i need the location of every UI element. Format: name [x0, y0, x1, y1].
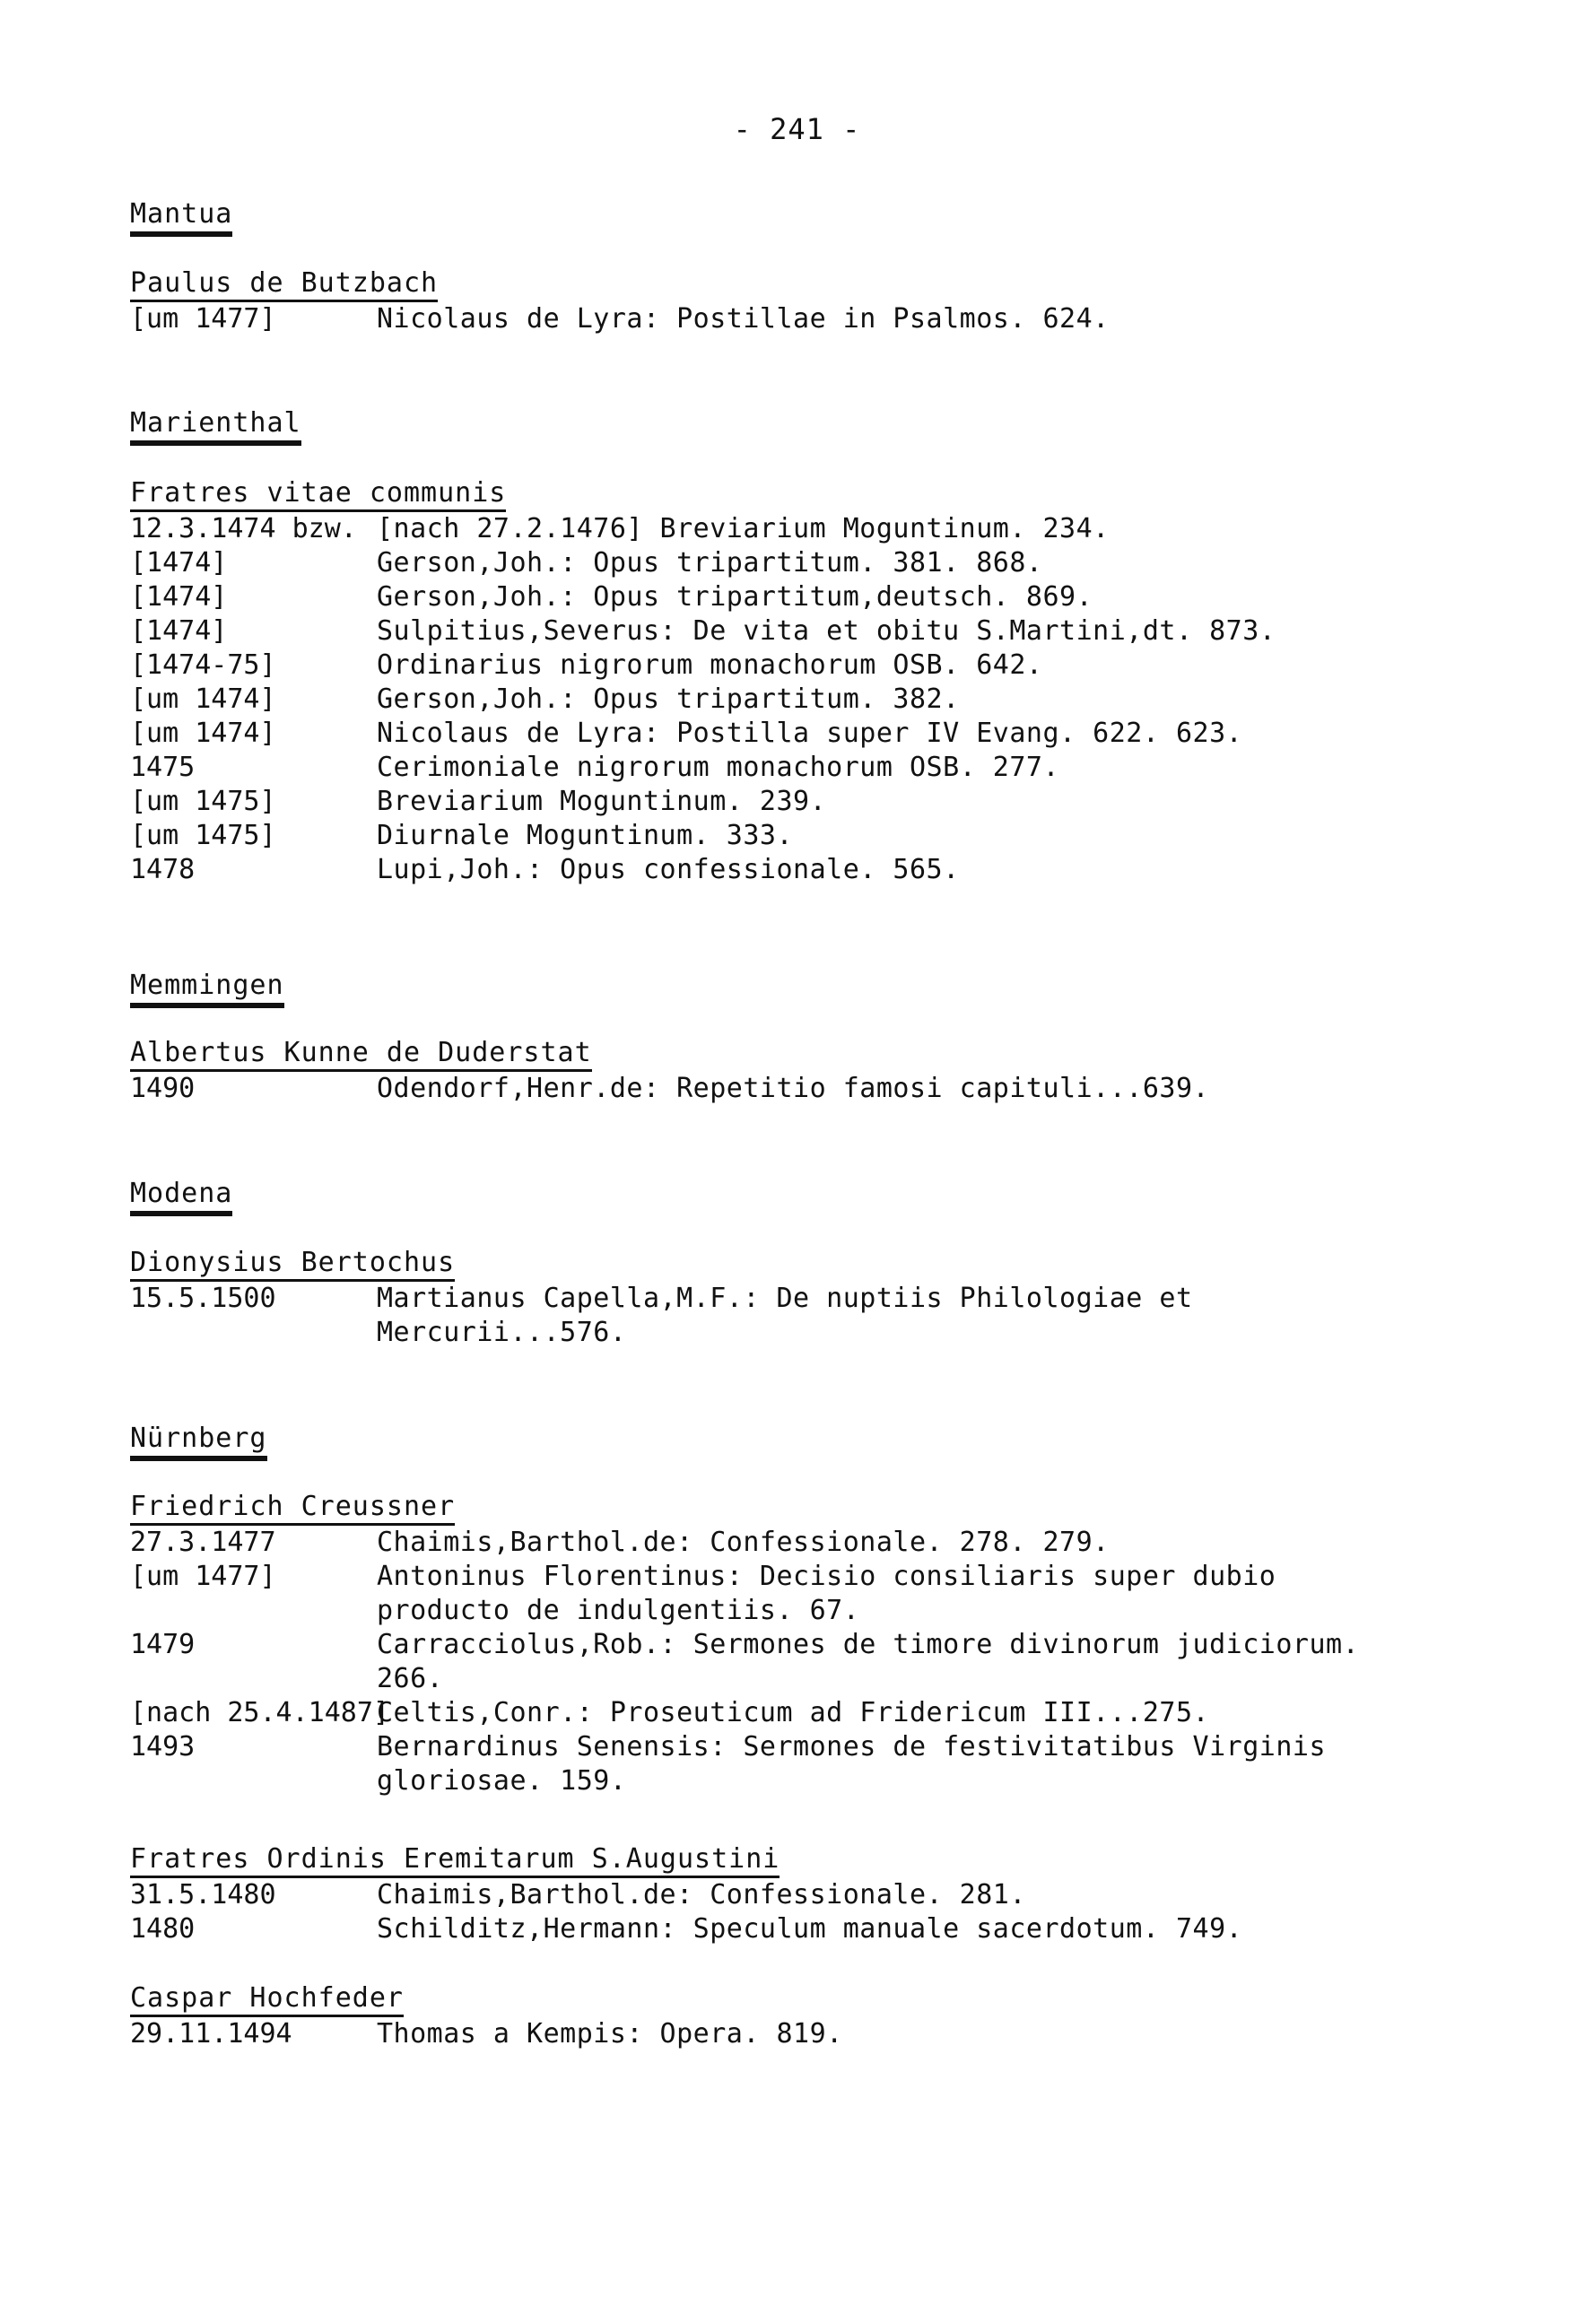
entry-date: [um 1474] [130, 718, 276, 749]
page-number: - 241 - [733, 112, 861, 146]
printer-block [130, 1982, 843, 2051]
entry [130, 546, 1276, 580]
printer-name: Fratres vitae communis [130, 477, 506, 512]
printer-name: Paulus de Butzbach [130, 267, 438, 302]
city-heading: Modena [130, 1177, 232, 1216]
entry-title: Ordinarius nigrorum monachorum OSB. 642. [377, 649, 1043, 681]
entry-date: 1475 [130, 752, 196, 783]
entry [130, 1696, 1408, 1730]
entry [130, 717, 1276, 751]
entry-date: 15.5.1500 [130, 1283, 276, 1314]
printer-name: Friedrich Creussner [130, 1491, 455, 1526]
entry [130, 648, 1276, 683]
entry-date: [1474-75] [130, 649, 276, 681]
entry-title: Breviarium Moguntinum. 239. [377, 786, 827, 817]
entry-date: [um 1477] [130, 1561, 276, 1592]
entry-date: 27.3.1477 [130, 1527, 276, 1558]
entry-title: Nicolaus de Lyra: Postilla super IV Evang. 622. 623. [377, 718, 1243, 749]
entry [130, 2017, 843, 2051]
printer-block [130, 1843, 1242, 1946]
city-heading: Mantua [130, 197, 232, 237]
printer-name: Dionysius Bertochus [130, 1247, 455, 1282]
entry [130, 1282, 1431, 1350]
entry-title: Cerimoniale nigrorum monachorum OSB. 277. [377, 752, 1060, 783]
entry-title: Chaimis,Barthol.de: Confessionale. 281. [377, 1879, 1026, 1911]
entry-date: 1478 [130, 854, 196, 885]
entry-date: 1480 [130, 1913, 196, 1945]
section-mantua [130, 197, 232, 237]
printer-name: Fratres Ordinis Eremitarum S.Augustini [130, 1843, 780, 1878]
entry-title: [nach 27.2.1476] Breviarium Moguntinum. 234. [377, 513, 1110, 544]
entry-title: Celtis,Conr.: Proseuticum ad Fridericum III...275. [377, 1697, 1210, 1728]
entry-title: Martianus Capella,M.F.: De nuptiis Philologiae et Mercurii...576. [377, 1283, 1193, 1348]
entry-title: Bernardinus Senensis: Sermones de festivitatibus Virginis gloriosae. 159. [377, 1731, 1327, 1797]
entry-title: Sulpitius,Severus: De vita et obitu S.Martini,dt. 873. [377, 615, 1276, 647]
entry [130, 819, 1276, 853]
entry-date: 12.3.1474 bzw. [130, 513, 357, 544]
entry [130, 512, 1276, 546]
entry [130, 751, 1276, 785]
entry-date: [um 1475] [130, 820, 276, 851]
entry [130, 1526, 1408, 1560]
entry-date: [1474] [130, 581, 228, 613]
entry [130, 580, 1276, 614]
entry [130, 683, 1276, 717]
city-heading: Memmingen [130, 969, 284, 1008]
entry-date: 29.11.1494 [130, 2018, 292, 2050]
entry [130, 1628, 1408, 1696]
entry-date: [nach 25.4.1487] [130, 1697, 389, 1728]
entry-title: Schilditz,Hermann: Speculum manuale sacerdotum. 749. [377, 1913, 1243, 1945]
printer-block [130, 1491, 1408, 1798]
entry-date: [um 1477] [130, 303, 276, 335]
printer-block [130, 477, 1276, 887]
entry-title: Antoninus Florentinus: Decisio consiliaris super dubio producto de indulgentiis. 67. [377, 1561, 1276, 1626]
printer-block [130, 1037, 1209, 1106]
entry-title: Gerson,Joh.: Opus tripartitum. 381. 868. [377, 547, 1043, 579]
printer-block [130, 267, 1110, 336]
entry-date: [1474] [130, 547, 228, 579]
entry-date: [um 1474] [130, 683, 276, 715]
entry-date: 1479 [130, 1629, 196, 1660]
entry [130, 1912, 1242, 1946]
printer-block [130, 1247, 1431, 1350]
entry [130, 302, 1110, 336]
entry-title: Diurnale Moguntinum. 333. [377, 820, 794, 851]
entry [130, 1730, 1408, 1798]
section-marienthal [130, 406, 301, 446]
entry-date: [um 1475] [130, 786, 276, 817]
entry [130, 1878, 1242, 1912]
entry [130, 1560, 1408, 1628]
entry-date: [1474] [130, 615, 228, 647]
section-modena [130, 1177, 232, 1216]
city-heading: Marienthal [130, 406, 301, 446]
city-heading: Nürnberg [130, 1422, 267, 1461]
entry-title: Carracciolus,Rob.: Sermones de timore divinorum judiciorum. 266. [377, 1629, 1360, 1694]
entry-title: Chaimis,Barthol.de: Confessionale. 278. 279. [377, 1527, 1110, 1558]
section-memmingen [130, 969, 284, 1008]
entry-title: Gerson,Joh.: Opus tripartitum,deutsch. 869. [377, 581, 1093, 613]
entry-date: 1490 [130, 1073, 196, 1104]
entry-title: Gerson,Joh.: Opus tripartitum. 382. [377, 683, 960, 715]
entry [130, 1072, 1209, 1106]
entry-title: Nicolaus de Lyra: Postillae in Psalmos. 624. [377, 303, 1110, 335]
section-nuernberg [130, 1422, 267, 1461]
entry-date: 1493 [130, 1731, 196, 1763]
entry-title: Odendorf,Henr.de: Repetitio famosi capituli...639. [377, 1073, 1210, 1104]
entry-title: Thomas a Kempis: Opera. 819. [377, 2018, 843, 2050]
entry-title: Lupi,Joh.: Opus confessionale. 565. [377, 854, 960, 885]
entry-date: 31.5.1480 [130, 1879, 276, 1911]
printer-name: Caspar Hochfeder [130, 1982, 404, 2017]
printer-name: Albertus Kunne de Duderstat [130, 1037, 592, 1072]
entry [130, 614, 1276, 648]
entry [130, 785, 1276, 819]
entry [130, 853, 1276, 887]
